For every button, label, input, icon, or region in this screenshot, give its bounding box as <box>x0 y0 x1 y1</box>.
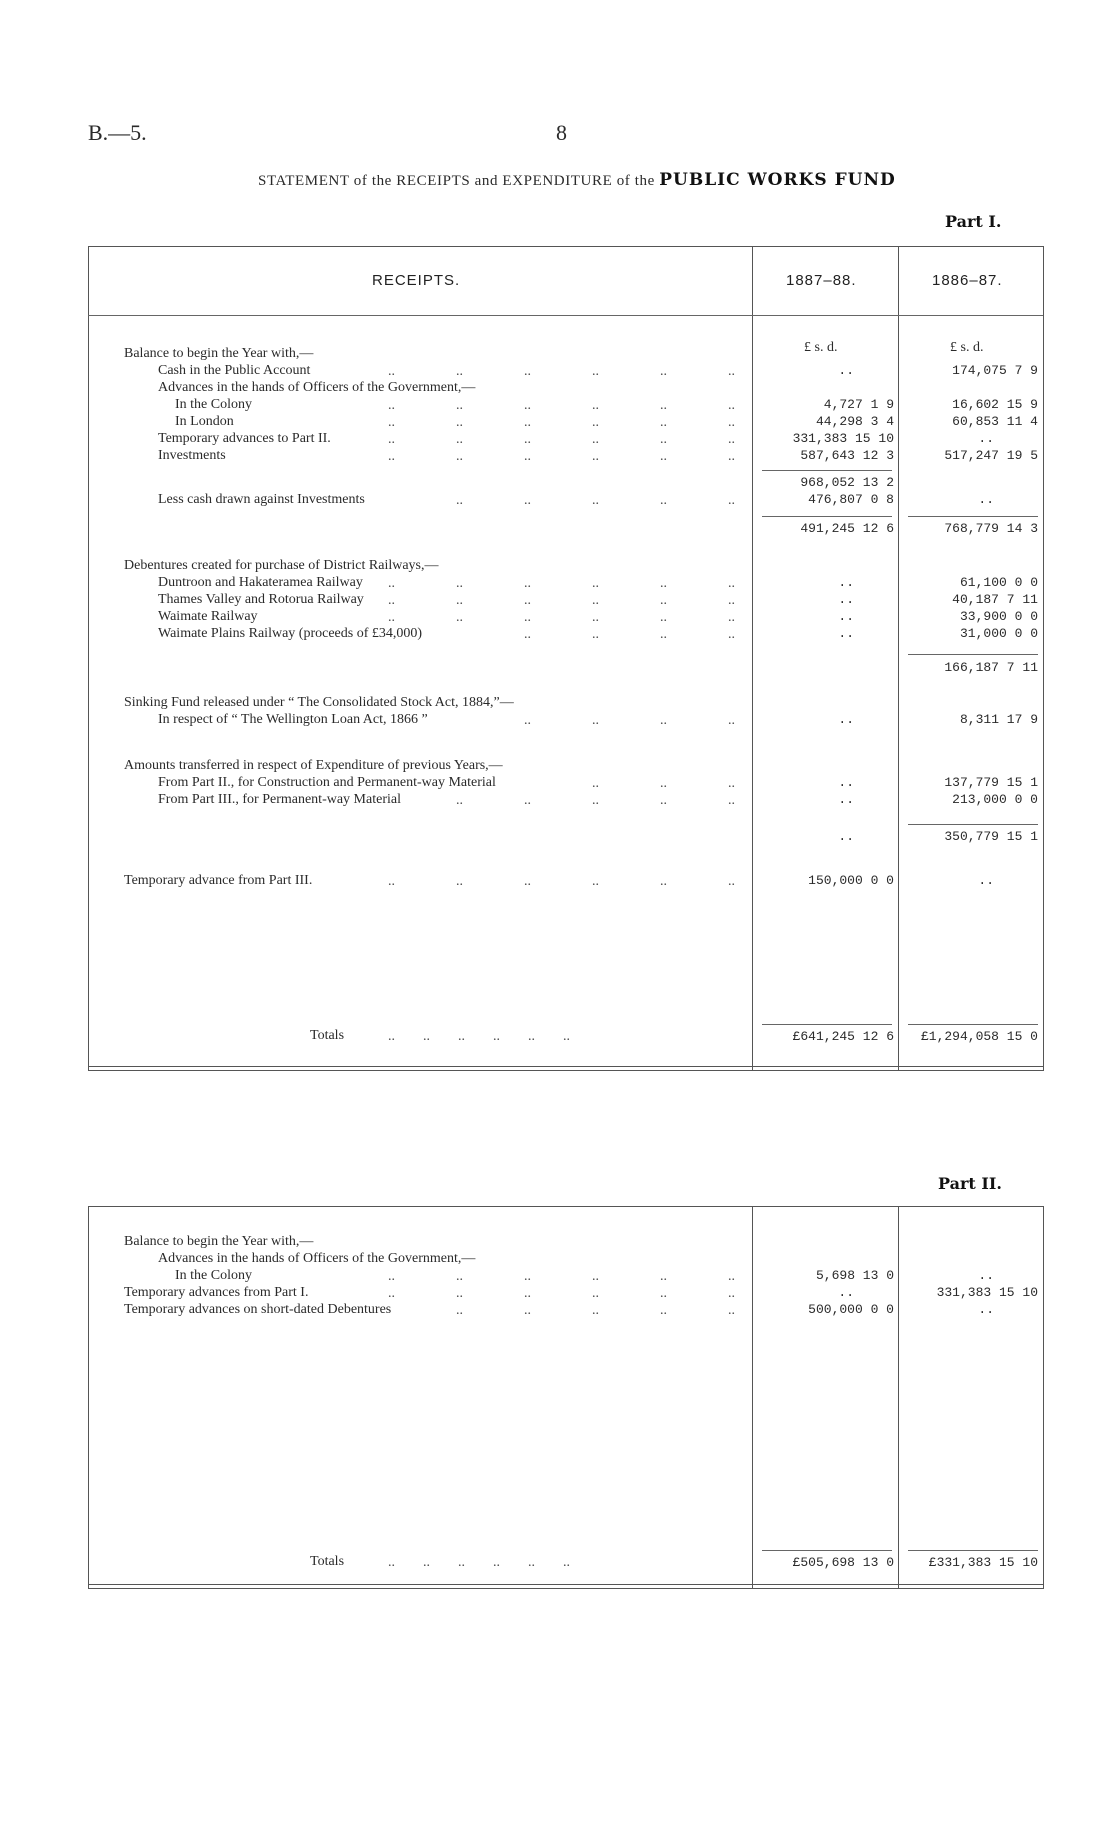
part2-bottom-rule <box>88 1584 1043 1589</box>
part1-amount-col1: .. <box>838 775 854 790</box>
part1-total-col1: £641,245 12 6 <box>792 1029 894 1044</box>
part1-header-rule <box>88 315 1043 316</box>
part1-row-label: Waimate Railway <box>158 609 258 624</box>
leader-dots: .. <box>660 793 667 808</box>
part1-row-label: Amounts transferred in respect of Expenditure of previous Years,— <box>124 758 503 773</box>
part1-row-label: Temporary advances to Part II. <box>158 431 331 446</box>
leader-dots: .. <box>592 874 599 889</box>
leader-dots: .. <box>728 1286 735 1301</box>
part1-row-label: Waimate Plains Railway (proceeds of £34,000) <box>158 626 423 641</box>
part1-amount-col1: 150,000 0 0 <box>808 873 894 888</box>
leader-dots: .. <box>524 415 531 430</box>
part2-label: Part II. <box>938 1174 1002 1193</box>
part1-amount-col1: .. <box>838 829 854 844</box>
part1-amount-col1: 4,727 1 9 <box>823 397 894 412</box>
part1-row-label: Less cash drawn against Investments <box>158 492 365 507</box>
leader-dots: .. <box>592 593 599 608</box>
leader-dots: .. <box>592 398 599 413</box>
leader-dots: .. <box>728 364 735 379</box>
part1-row-label: Duntroon and Hakateramea Railway <box>158 575 363 590</box>
page-title <box>258 170 896 190</box>
leader-dots: .. <box>456 793 463 808</box>
leader-dots: .. <box>456 874 463 889</box>
part2-amount-col1: .. <box>838 1285 854 1300</box>
leader-dots: .. <box>660 576 667 591</box>
part1-row-label: Cash in the Public Account <box>158 363 311 378</box>
part1-amount-col2: .. <box>978 492 994 507</box>
part2-amount-col1: 5,698 13 0 <box>815 1268 894 1283</box>
part1-amount-col1: .. <box>838 626 854 641</box>
part2-row-label: Balance to begin the Year with,— <box>124 1234 314 1249</box>
leader-dots: .. <box>592 364 599 379</box>
leader-dots: .. <box>524 576 531 591</box>
totals-rule <box>908 1024 1038 1025</box>
leader-dots: .. <box>524 432 531 447</box>
part1-row-label: Investments <box>158 448 226 463</box>
part1-amount-col1: 968,052 13 2 <box>800 475 894 490</box>
subtotal-rule <box>762 470 892 471</box>
part1-row-label: Thames Valley and Rotorua Railway <box>158 592 364 607</box>
leader-dots: .. <box>728 793 735 808</box>
leader-dots: .. <box>456 593 463 608</box>
leader-dots: .. <box>728 713 735 728</box>
subtotal-rule <box>908 654 1038 655</box>
part1-row-label: In the Colony <box>175 397 252 412</box>
leader-dots: .. <box>592 1269 599 1284</box>
leader-dots: .. <box>524 398 531 413</box>
part1-amount-col2: 40,187 7 11 <box>952 592 1038 607</box>
leader-dots: .. <box>728 449 735 464</box>
leader-dots: .. <box>728 432 735 447</box>
part1-amount-col1: .. <box>838 609 854 624</box>
part1-amount-col2: 8,311 17 9 <box>959 712 1038 727</box>
leader-dots: .. <box>728 493 735 508</box>
leader-dots: .. <box>388 593 395 608</box>
totals-rule <box>908 1550 1038 1551</box>
leader-dots: .. <box>592 1303 599 1318</box>
part2-total-col2: £331,383 15 10 <box>928 1555 1038 1570</box>
leader-dots: .. <box>592 449 599 464</box>
leader-dots: .. <box>660 776 667 791</box>
leader-dots: .. <box>524 874 531 889</box>
totals-rule <box>762 1550 892 1551</box>
leader-dots: .. <box>456 493 463 508</box>
page-reference: B.—5. <box>88 120 147 145</box>
leader-dots: .. <box>592 793 599 808</box>
leader-dots: .. <box>660 1303 667 1318</box>
part1-amount-col2: 213,000 0 0 <box>952 792 1038 807</box>
part1-amount-col1: .. <box>838 592 854 607</box>
part1-amount-col1: .. <box>838 363 854 378</box>
leader-dots: .. <box>660 415 667 430</box>
part2-amount-col2: 331,383 15 10 <box>936 1285 1038 1300</box>
part1-amount-col2: 350,779 15 1 <box>944 829 1038 844</box>
part2-row-label: Temporary advances from Part I. <box>124 1285 309 1300</box>
part1-amount-col2: 768,779 14 3 <box>944 521 1038 536</box>
part1-amount-col1: 44,298 3 4 <box>815 414 894 429</box>
leader-dots: .. <box>728 610 735 625</box>
part2-total-col1: £505,698 13 0 <box>792 1555 894 1570</box>
leader-dots: .. <box>728 776 735 791</box>
part1-amount-col1: 587,643 12 3 <box>800 448 894 463</box>
part1-amount-col2: 137,779 15 1 <box>944 775 1038 790</box>
leader-dots: .. <box>524 793 531 808</box>
part1-amount-col2: 31,000 0 0 <box>959 626 1038 641</box>
part1-amount-col2: 33,900 0 0 <box>959 609 1038 624</box>
part1-row-label: Balance to begin the Year with,— <box>124 346 314 361</box>
receipts-header: RECEIPTS. <box>372 272 461 289</box>
part1-amount-col2: 166,187 7 11 <box>944 660 1038 675</box>
leader-dots: .. <box>728 874 735 889</box>
part2-row-label: Temporary advances on short-dated Debentures <box>124 1302 392 1317</box>
col2-units: £ s. d. <box>950 340 984 355</box>
subtotal-rule <box>908 516 1038 517</box>
col1-units: £ s. d. <box>804 340 838 355</box>
leader-dots: .. <box>660 593 667 608</box>
leader-dots: .. <box>660 1286 667 1301</box>
leader-dots: .. <box>660 432 667 447</box>
part2-row-label: In the Colony <box>175 1268 252 1283</box>
leader-dots: .. <box>592 576 599 591</box>
leader-dots: .. <box>592 415 599 430</box>
leader-dots: .. <box>456 1286 463 1301</box>
part1-bottom-rule <box>88 1066 1043 1071</box>
leader-dots: .. <box>524 364 531 379</box>
part1-amount-col1: .. <box>838 792 854 807</box>
leader-dots: .. <box>592 776 599 791</box>
leader-dots: .. <box>524 449 531 464</box>
title-fund-name: PUBLIC WORKS FUND <box>659 170 896 190</box>
part1-col-divider-2 <box>898 246 899 1070</box>
leader-dots: .. <box>728 627 735 642</box>
part1-amount-col2: 517,247 19 5 <box>944 448 1038 463</box>
part1-total-col2: £1,294,058 15 0 <box>920 1029 1038 1044</box>
part1-row-label: From Part III., for Permanent-way Material <box>158 792 401 807</box>
leader-dots: .. <box>388 1269 395 1284</box>
leader-dots: .. <box>660 627 667 642</box>
part1-col-divider-1 <box>752 246 753 1070</box>
part2-col-divider-2 <box>898 1206 899 1588</box>
part1-row-label: Sinking Fund released under “ The Consolidated Stock Act, 1884,”— <box>124 695 514 710</box>
part1-row-label: In London <box>175 414 234 429</box>
page-number: 8 <box>556 120 567 145</box>
col1-header: 1887–88. <box>786 272 857 289</box>
part1-amount-col2: 61,100 0 0 <box>959 575 1038 590</box>
leader-dots: .. <box>388 364 395 379</box>
leader-dots: .. <box>592 610 599 625</box>
leader-dots: .. <box>388 874 395 889</box>
part2-totals-label: Totals <box>310 1554 345 1569</box>
part2-amount-col2: .. <box>978 1302 994 1317</box>
part1-amount-col2: .. <box>978 873 994 888</box>
leader-dots: .. .. .. .. .. .. <box>388 1029 570 1044</box>
leader-dots: .. <box>388 449 395 464</box>
leader-dots: .. <box>524 713 531 728</box>
leader-dots: .. <box>388 576 395 591</box>
leader-dots: .. <box>524 627 531 642</box>
subtotal-rule <box>908 824 1038 825</box>
leader-dots: .. <box>660 874 667 889</box>
leader-dots: .. <box>456 1269 463 1284</box>
part1-totals-label: Totals <box>310 1028 345 1043</box>
leader-dots: .. <box>456 610 463 625</box>
leader-dots: .. <box>660 713 667 728</box>
leader-dots: .. <box>524 610 531 625</box>
part2-row-label: Advances in the hands of Officers of the Government,— <box>158 1251 476 1266</box>
leader-dots: .. <box>592 627 599 642</box>
part1-amount-col1: .. <box>838 575 854 590</box>
leader-dots: .. <box>388 610 395 625</box>
leader-dots: .. <box>660 398 667 413</box>
leader-dots: .. <box>728 1269 735 1284</box>
leader-dots: .. <box>592 493 599 508</box>
leader-dots: .. <box>524 493 531 508</box>
leader-dots: .. <box>660 364 667 379</box>
leader-dots: .. <box>388 1286 395 1301</box>
leader-dots: .. <box>592 432 599 447</box>
leader-dots: .. <box>524 1269 531 1284</box>
part1-amount-col1: 476,807 0 8 <box>808 492 894 507</box>
part1-row-label: Debentures created for purchase of District Railways,— <box>124 558 439 573</box>
leader-dots: .. <box>728 1303 735 1318</box>
part1-amount-col2: .. <box>978 431 994 446</box>
col2-header: 1886–87. <box>932 272 1003 289</box>
leader-dots: .. <box>660 610 667 625</box>
leader-dots: .. <box>456 449 463 464</box>
leader-dots: .. <box>456 432 463 447</box>
part2-col-divider-1 <box>752 1206 753 1588</box>
leader-dots: .. <box>524 1303 531 1318</box>
leader-dots: .. <box>660 1269 667 1284</box>
totals-rule <box>762 1024 892 1025</box>
leader-dots: .. <box>592 713 599 728</box>
leader-dots: .. <box>456 398 463 413</box>
part2-amount-col2: .. <box>978 1268 994 1283</box>
title-text: STATEMENT of the RECEIPTS and EXPENDITURE of the <box>258 173 655 189</box>
leader-dots: .. <box>728 576 735 591</box>
part1-amount-col1: 331,383 15 10 <box>792 431 894 446</box>
leader-dots: .. <box>728 398 735 413</box>
leader-dots: .. <box>660 449 667 464</box>
leader-dots: .. <box>660 493 667 508</box>
subtotal-rule <box>762 516 892 517</box>
leader-dots: .. <box>524 1286 531 1301</box>
part1-amount-col2: 16,602 15 9 <box>952 397 1038 412</box>
part1-label: Part I. <box>945 212 1002 231</box>
leader-dots: .. <box>524 593 531 608</box>
part1-row-label: From Part II., for Construction and Permanent-way Material <box>158 775 496 790</box>
part1-row-label: Advances in the hands of Officers of the Government,— <box>158 380 476 395</box>
part1-amount-col1: 491,245 12 6 <box>800 521 894 536</box>
part1-row-label: Temporary advance from Part III. <box>124 873 313 888</box>
leader-dots: .. <box>388 432 395 447</box>
leader-dots: .. <box>592 1286 599 1301</box>
leader-dots: .. <box>388 398 395 413</box>
part1-row-label: In respect of “ The Wellington Loan Act, 1866 ” <box>158 712 428 727</box>
leader-dots: .. <box>728 415 735 430</box>
leader-dots: .. <box>456 364 463 379</box>
part1-amount-col2: 174,075 7 9 <box>952 363 1038 378</box>
leader-dots: .. <box>388 415 395 430</box>
leader-dots: .. .. .. .. .. .. <box>388 1555 570 1570</box>
part1-amount-col1: .. <box>838 712 854 727</box>
part2-amount-col1: 500,000 0 0 <box>808 1302 894 1317</box>
leader-dots: .. <box>728 593 735 608</box>
part1-amount-col2: 60,853 11 4 <box>952 414 1038 429</box>
leader-dots: .. <box>456 1303 463 1318</box>
leader-dots: .. <box>456 576 463 591</box>
leader-dots: .. <box>456 415 463 430</box>
